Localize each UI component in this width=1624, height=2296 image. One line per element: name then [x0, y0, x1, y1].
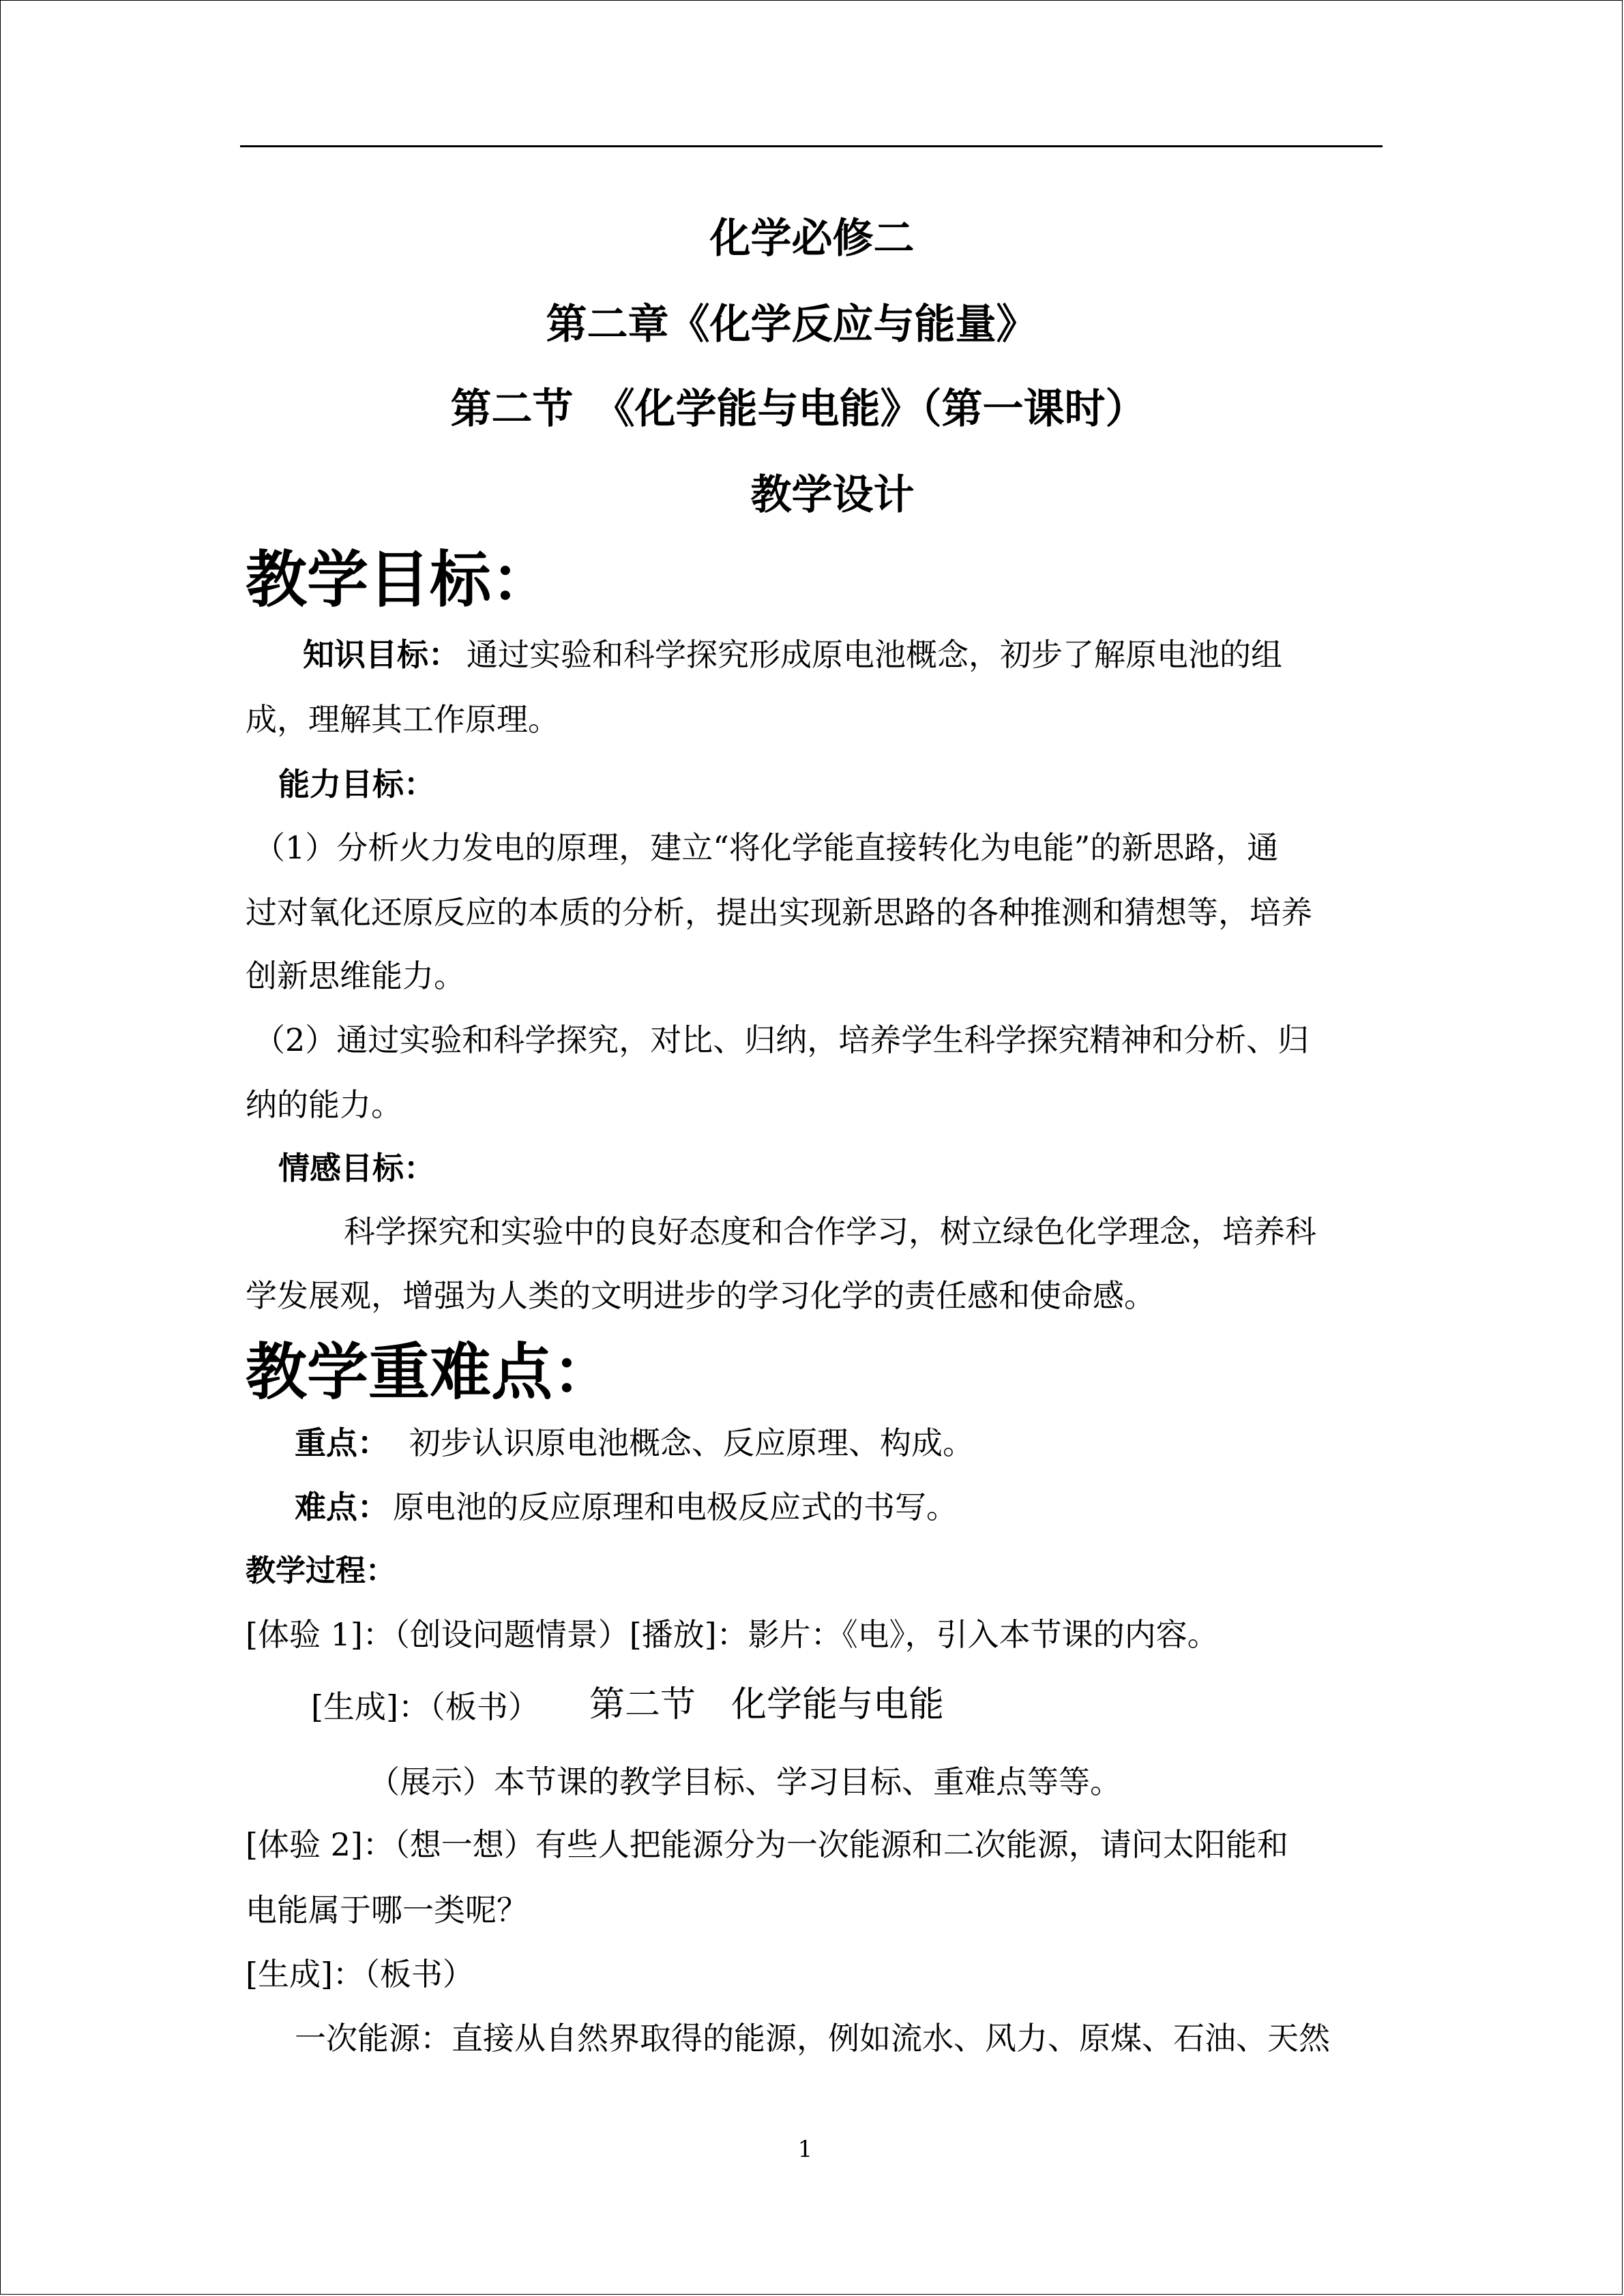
knowledge-label: 知识目标：	[303, 636, 460, 673]
process-heading: 教学过程：	[246, 1553, 396, 1588]
primary-energy-text: 一次能源：直接从自然界取得的能源，例如流水、风力、原煤、石油、天然	[295, 2020, 1330, 2057]
difficult-label: 难点：	[295, 1489, 389, 1525]
experience-2-line1: [体验 2]：（想一想）有些人把能源分为一次能源和二次能源，请问太阳能和	[246, 1826, 1288, 1863]
key-label: 重点：	[295, 1425, 389, 1461]
design-title: 教学设计	[750, 471, 915, 519]
generate-1-prefix: [生成]：（板书）	[311, 1688, 540, 1725]
knowledge-text-1: 通过实验和科学探究形成原电池概念，初步了解原电池的组	[467, 636, 1282, 673]
course-title: 化学必修二	[709, 215, 915, 263]
key-points-heading: 教学重难点：	[246, 1337, 614, 1408]
chapter-title: 第二章《化学反应与能量》	[546, 301, 1037, 348]
objectives-heading: 教学目标：	[246, 544, 552, 616]
generate-1-board: 第二节 化学能与电能	[589, 1684, 945, 1725]
emotion-label: 情感目标：	[278, 1150, 435, 1187]
ability-1-line1: （1）分析火力发电的原理，建立“将化学能直接转化为电能”的新思路，通	[254, 829, 1279, 866]
ability-1-line2: 过对氧化还原反应的本质的分析，提出实现新思路的各种推测和猜想等，培养	[246, 894, 1312, 931]
experience-2-line2: 电能属于哪一类呢？	[246, 1892, 528, 1928]
key-text: 初步认识原电池概念、反应原理、构成。	[409, 1425, 974, 1461]
ability-2-line1: （2）通过实验和科学探究，对比、归纳，培养学生科学探究精神和分析、归	[254, 1022, 1310, 1058]
ability-2-line2: 纳的能力。	[246, 1086, 402, 1123]
show-text: （展示）本节课的教学目标、学习目标、重难点等等。	[368, 1763, 1121, 1800]
ability-label: 能力目标：	[278, 766, 435, 803]
experience-1: [体验 1]：（创设问题情景）[播放]：影片：《电》，引入本节课的内容。	[246, 1616, 1219, 1653]
emotion-line1: 科学探究和实验中的良好态度和合作学习，树立绿色化学理念，培养科	[344, 1213, 1316, 1250]
emotion-line2: 学发展观，增强为人类的文明进步的学习化学的责任感和使命感。	[246, 1277, 1155, 1314]
ability-1-line3: 创新思维能力。	[246, 957, 465, 994]
section-title: 第二节 《化学能与电能》（第一课时）	[450, 385, 1147, 433]
generate-2: [生成]：（板书）	[246, 1956, 474, 1993]
knowledge-text-2: 成，理解其工作原理。	[246, 701, 559, 738]
page-number: 1	[797, 2136, 813, 2163]
header-rule	[240, 145, 1383, 147]
difficult-text: 原电池的反应原理和电极反应式的书写。	[393, 1489, 958, 1525]
